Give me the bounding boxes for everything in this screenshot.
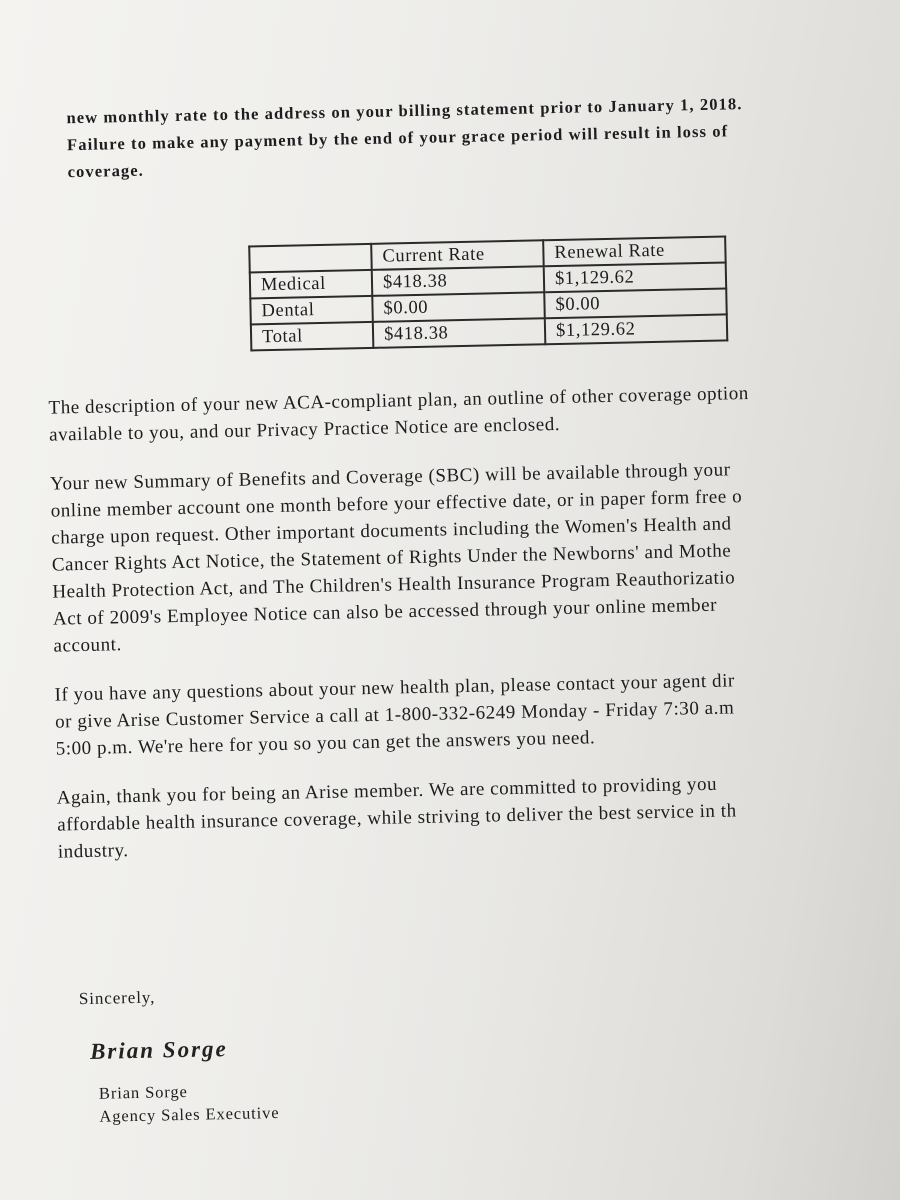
table-cell: $1,129.62 <box>545 314 728 344</box>
signer-name: Brian Sorge <box>98 1081 188 1103</box>
text-line: or give Arise Customer Service a call at 1-800-332-6249 Monday - Friday 7:30 a.m <box>54 697 735 733</box>
text-line: 5:00 p.m. We're here for you so you can get the answers you need. <box>55 727 596 760</box>
text-line: available to you, and our Privacy Practice Notice are enclosed. <box>48 413 561 446</box>
table-cell: $1,129.62 <box>544 262 727 292</box>
enclosures-paragraph <box>48 376 900 448</box>
signer-title: Agency Sales Executive <box>99 1102 280 1126</box>
text-line: account. <box>53 634 122 657</box>
text-line: Act of 2009's Employee Notice can also be accessed through your online member <box>52 594 718 630</box>
table-cell: Total <box>251 322 374 351</box>
table-cell: $418.38 <box>372 266 545 296</box>
text-line: Health Protection Act, and The Children's Health Insurance Program Reauthorizatio <box>52 567 736 603</box>
closing-salutation: Sincerely, <box>78 987 156 1009</box>
letter-page <box>30 77 900 1126</box>
text-line: If you have any questions about your new health plan, please contact your agent dir <box>54 670 736 706</box>
text-line: charge upon request. Other important documents including the Women's Health and <box>51 513 732 549</box>
contact-paragraph <box>54 663 900 762</box>
intro-paragraph <box>66 87 898 185</box>
text-line: new monthly rate to the address on your billing statement prior to January 1, 2018. <box>66 94 743 128</box>
table-header-cell <box>249 244 372 273</box>
text-line: online member account one month before your effective date, or in paper form free o <box>50 486 743 522</box>
table-cell: Dental <box>250 296 373 325</box>
text-line: industry. <box>57 840 129 863</box>
table-cell: $0.00 <box>544 288 727 318</box>
thank-you-paragraph <box>56 766 900 865</box>
letter-body <box>48 376 900 887</box>
table-cell: $0.00 <box>372 292 545 322</box>
text-line: Your new Summary of Benefits and Coverage (SBC) will be available through your <box>49 459 731 495</box>
table-header-cell: Renewal Rate <box>543 236 726 266</box>
text-line: Again, thank you for being an Arise member. We are committed to providing you <box>56 773 718 809</box>
text-line: Cancer Rights Act Notice, the Statement of Rights Under the Newborns' and Mothe <box>51 540 732 576</box>
table-header-cell: Current Rate <box>371 240 544 270</box>
table-cell: $418.38 <box>373 318 546 348</box>
text-line: Failure to make any payment by the end of your grace period will result in loss of <box>66 121 729 155</box>
table-cell: Medical <box>250 270 373 299</box>
text-line: The description of your new ACA-compliant plan, an outline of other coverage option <box>48 383 750 419</box>
rate-table <box>248 235 728 351</box>
sbc-paragraph <box>50 452 900 659</box>
text-line: coverage. <box>67 160 145 182</box>
signature: Brian Sorge <box>89 1036 228 1064</box>
text-line: affordable health insurance coverage, while striving to deliver the best service in th <box>57 800 737 836</box>
